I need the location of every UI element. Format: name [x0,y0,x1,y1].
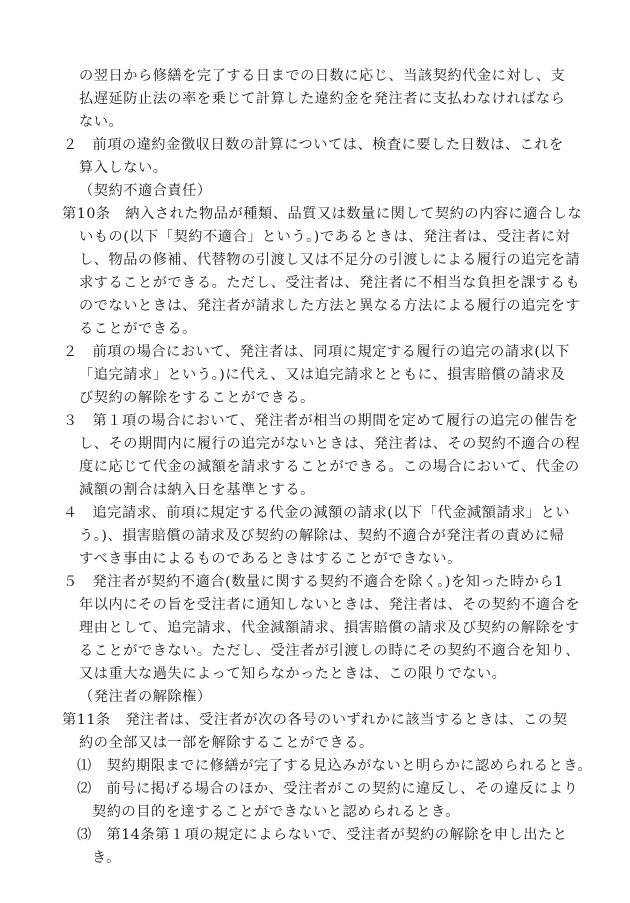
text-line: いもの(以下「契約不適合」という。)であるときは、発注者は、受注者に対 [79,229,571,245]
section-heading: （発注者の解除権） [79,689,212,705]
text-line: う。)、損害賠償の請求及び契約の解除は、契約不適合が発注者の責めに帰 [79,528,565,544]
text-line: 算入しない。 [79,160,168,176]
text-line: 約の全部又は一部を解除することができる。 [79,735,374,751]
article-heading-line: 第10条 納入された物品が種類、品質又は数量に関して契約の内容に適合しな [62,206,583,222]
text-line: ることができる。 [79,321,197,337]
text-line: 減額の割合は納入日を基準とする。 [79,482,315,498]
text-line: の翌日から修繕を完了する日までの日数に応じ、当該契約代金に対し、支 [79,68,566,84]
article-heading-line: 第11条 発注者は、受注者が次の各号のいずれかに該当するときは、この契 [62,712,568,728]
section-heading: （契約不適合責任） [79,183,212,199]
text-line: ３ 第１項の場合において、発注者が相当の期間を定めて履行の追完の催告を [63,413,579,429]
text-line: し、その期間内に履行の追完がないときは、発注者は、その契約不適合の程 [79,436,581,452]
text-line: ５ 発注者が契約不適合(数量に関する契約不適合を除く。)を知った時から1 [63,574,564,590]
text-line: のでないときは、発注者が請求した方法と異なる方法による履行の追完をす [79,298,581,314]
text-line: び契約の解除をすることができる。 [79,390,315,406]
text-line: 理由として、追完請求、代金減額請求、損害賠償の請求及び契約の解除をす [79,620,580,636]
list-item-line: ⑴ 契約期限までに修繕が完了する見込みがないと明らかに認められるとき。 [77,758,593,774]
list-item-line: ⑵ 前号に掲げる場合のほか、受注者がこの契約に違反し、その違反により [77,781,579,797]
text-line: すべき事由によるものであるときはすることができない。 [79,551,462,567]
list-item-line: ⑶ 第14条第１項の規定によらないで、受注者が契約の解除を申し出たと [77,827,568,843]
text-line: 「追完請求」という。)に代え、又は追完請求とともに、損害賠償の請求及 [79,367,566,383]
text-line: き。 [92,850,121,866]
text-line: 契約の目的を達することができないと認められるとき。 [92,804,460,820]
text-line: 年以内にその旨を受注者に通知しないときは、発注者は、その契約不適合を [79,597,581,613]
text-line: 求することができる。ただし、受注者は、発注者に不相当な負担を課するも [79,275,581,291]
text-line: ２ 前項の場合において、発注者は、同項に規定する履行の追完の請求(以下 [63,344,570,360]
text-line: ることができない。ただし、受注者が引渡しの時にその契約不適合を知り、 [79,643,581,659]
text-line: 払遅延防止法の率を乗じて計算した違約金を発注者に支払わなければなら [79,91,566,107]
text-line: し、物品の修補、代替物の引渡し又は不足分の引渡しによる履行の追完を請 [79,252,581,268]
text-line: ない。 [79,114,124,130]
text-line: 又は重大な過失によって知らなかったときは、この限りでない。 [79,666,507,682]
text-line: 度に応じて代金の減額を請求することができる。この場合において、代金の [79,459,580,475]
text-line: ２ 前項の違約金徴収日数の計算については、検査に要した日数は、これを [63,137,564,153]
text-line: ４ 追完請求、前項に規定する代金の減額の請求(以下「代金減額請求」とい [63,505,571,521]
